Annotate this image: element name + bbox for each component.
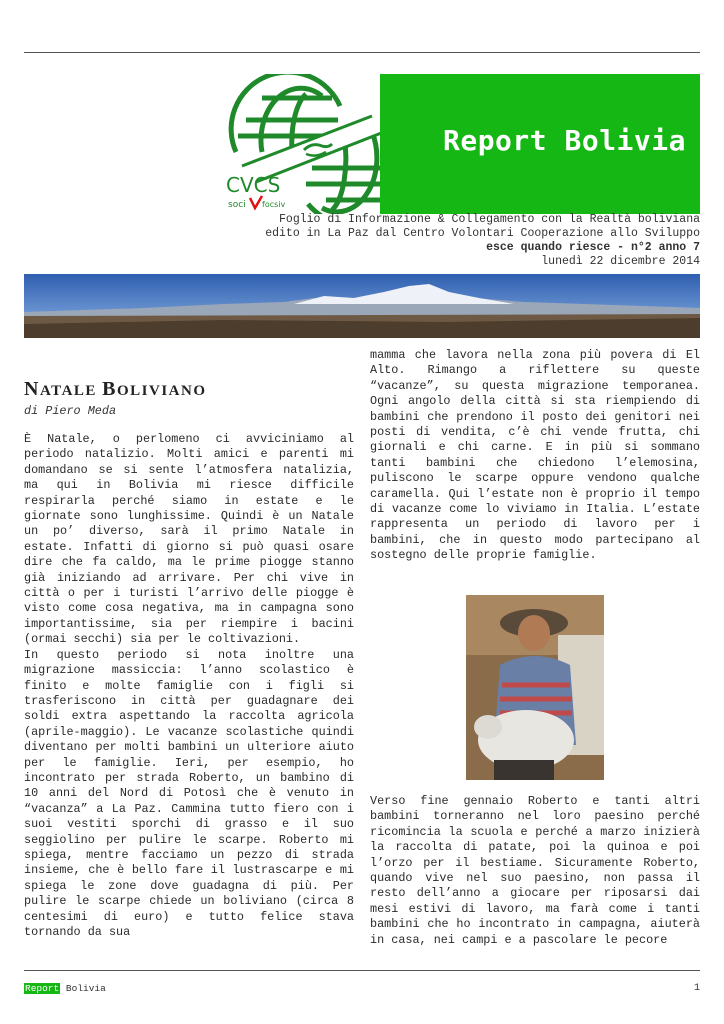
title-rest-2: OLIVIANO — [117, 383, 207, 399]
title-cap-2: B — [102, 378, 117, 400]
bottom-rule — [24, 970, 700, 971]
logo-text: CVCS — [226, 173, 281, 197]
article-author: di Piero Meda — [24, 404, 117, 418]
issue-info: esce quando riesce - n°2 anno 7 — [486, 241, 700, 254]
banner-title: Report Bolivia — [442, 124, 686, 157]
title-cap-1: N — [24, 378, 40, 400]
logo-subtext-focsiv: focsiv — [262, 200, 286, 209]
left-column — [24, 432, 354, 940]
masthead-subtitle — [265, 213, 700, 269]
title-rest-1: ATALE — [39, 383, 97, 399]
right-column-bottom — [370, 794, 700, 948]
title-banner — [380, 74, 700, 214]
paragraph: mamma che lavora nella zona più povera di El Alto. Rimango a riflettere su queste “vacanze”, su questa migrazione temporanea. Ogni angolo della città si sta riempiendo di bambini che prendono il posto dei genitori nei posti di vendita, c’è chi vende frutta, chi giornali e chi carne. E in più si sommano tanti bambini che chiedono l’elemosina, puliscono le scarpe oppure vendono qualche caramella. Qui l’estate non è proprio il tempo di vacanze come lo viviamo in Italia. L’estate rappresenta un periodo di lavoro per i bambini, che in questo modo partecipano al sostegno delle proprie famiglie. — [370, 348, 700, 563]
article-title — [24, 378, 207, 401]
footer-text: Bolivia — [60, 983, 106, 994]
paragraph: In questo periodo si nota inoltre una migrazione massiccia: l’anno scolastico è finito e molte famiglie con i figli si trasferiscono in città per guadagnare dei soldi extra aspettando la raccolta agricola (aprile-maggio). Le vacanze scolastiche quindi diventano per molti bambini un ulteriore aiuto per le famiglie. Ieri, per esempio, ho incontrato per strada Roberto, un bambino di 10 anni del Nord di Potosì che è venuto in “vacanza” a La Paz. Cammina tutto fiero con i suoi vestiti sporchi di grasso e il suo seggiolino per pulire le scarpe. Roberto mi spiega, mentre facciamo un pezzo di strada insieme, che è bello fare il lustrascarpe e mi spiega le zone dove guadagna di più. Per pulire le scarpe chiede un boliviano (circa 8 centesimi di euro) e tutto felice stava tornando da sua — [24, 647, 354, 939]
issue-date: lunedì 22 dicembre 2014 — [541, 255, 700, 268]
paragraph: Verso fine gennaio Roberto e tanti altri bambini torneranno nel loro paesino perché ricomincia la scuola e perché a marzo inizierà la raccolta di patate, poi la quinoa e poi l’orzo per il bestiame. Sicuramente Roberto, quando vive nel suo paesino, non passa il resto dell’anno a giocare per riposarsi dai mesi estivi di lavoro, ma farà come i tanti bambini che ho incontrato in campagna, aiuterà in casa, nei campi e a pascolare le pecore — [370, 794, 700, 947]
page-number: 1 — [693, 983, 700, 994]
mountain-panorama-image — [24, 274, 700, 338]
footer-label — [24, 983, 106, 994]
right-column-top — [370, 348, 700, 564]
subtitle-line-2: edito in La Paz dal Centro Volontari Cooperazione allo Sviluppo — [265, 227, 700, 240]
paragraph: È Natale, o perlomeno ci avviciniamo al periodo natalizio. Molti amici e parenti mi domandano se si sente l’atmosfera natalizia, ma qui in Bolivia mi riesce difficile respirarla perché siamo in estate e le giornate sono lunghissime. Quindi è un Natale un po’ diverso, sarà il primo Natale in estate. Infatti di giorno si può quasi osare dire che fa caldo, ma le prime piogge stanno già iniziando ad arrivare. Per chi vive in città o per i turisti l’arrivo delle piogge è visto come cosa negativa, ma in campagna sono importantissime, sia per riempire i bacini (ormai secchi) sia per le coltivazioni. — [24, 432, 354, 647]
check-icon — [250, 196, 262, 208]
subtitle-line-1: Foglio di Informazione & Collegamento con la Realtà boliviana — [279, 213, 700, 226]
footer-tag: Report — [25, 983, 60, 994]
child-with-sheep-photo — [466, 595, 604, 780]
top-rule — [24, 52, 700, 53]
logo-subtext-soci: soci — [228, 200, 246, 210]
